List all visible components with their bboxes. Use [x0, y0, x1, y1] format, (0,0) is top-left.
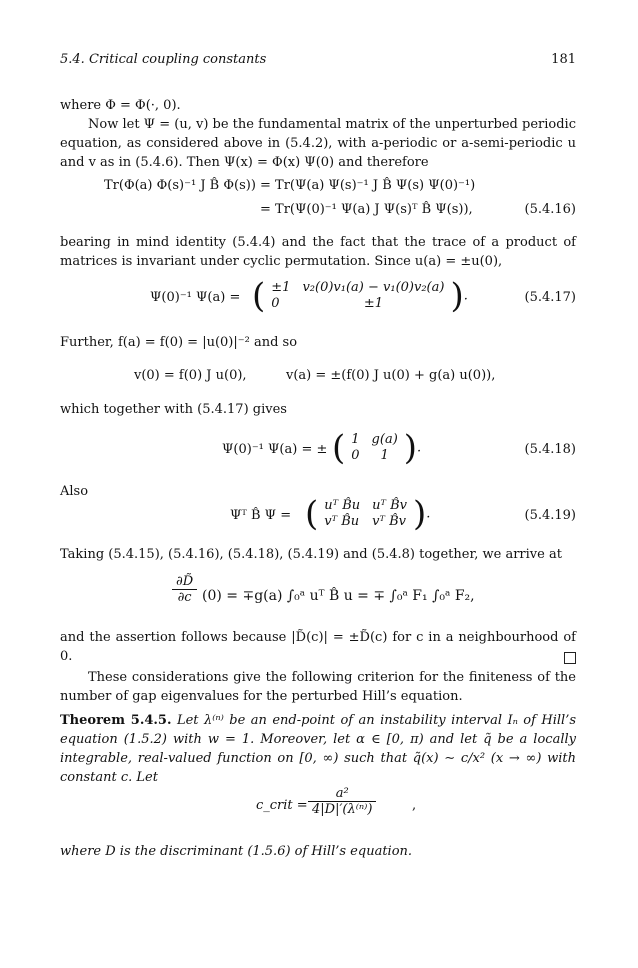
eq19-m11: uᵀ B̂u — [324, 498, 361, 513]
paragraph-cyclic: bearing in mind identity (5.4.4) and the fact that the trace of a product of matrices is invariant under cyclic permutation. Since u(a) = ±u(0), — [60, 235, 576, 269]
eq17-tail: . — [463, 288, 468, 304]
eq17-number: (5.4.17) — [524, 290, 576, 305]
eq17-m11: ±1 — [271, 280, 291, 295]
eq19-number: (5.4.19) — [524, 508, 576, 523]
eq18-m11: 1 — [351, 432, 360, 447]
eq18-m22: 1 — [380, 448, 389, 463]
eq-v-left: v(0) = f(0) J u(0), — [134, 368, 247, 383]
section-title: 5.4. Critical coupling constants — [60, 52, 267, 67]
ccrit-fraction — [308, 786, 376, 817]
eq16-line1: Tr(Φ(a) Φ(s)⁻¹ J B̂ Φ(s)) = Tr(Ψ(a) Ψ(s)⁻¹ J B̂ Ψ(s) Ψ(0)⁻¹) — [104, 178, 476, 193]
eq18-number: (5.4.18) — [524, 442, 576, 457]
deriv-den: ∂c — [177, 590, 192, 605]
page — [60, 0, 576, 968]
eq19-tail: . — [426, 506, 431, 522]
qed-square-icon — [564, 652, 576, 664]
eq18-lhs: Ψ(0)⁻¹ Ψ(a) = ± — [222, 442, 328, 457]
ccrit-tail: , — [412, 798, 417, 813]
eq19-m21: vᵀ B̂u — [324, 514, 360, 529]
equation-5-4-19 — [60, 494, 576, 540]
eq19-m12: uᵀ B̂v — [372, 498, 408, 513]
theorem-5-4-5 — [60, 711, 576, 787]
eq17-m12: v₂(0)v₁(a) − v₁(0)v₂(a) — [302, 280, 445, 295]
eq-v-right: v(a) = ±(f(0) J u(0) + g(a) u(0)), — [286, 368, 496, 383]
deriv-num: ∂D̃ — [172, 574, 197, 590]
ccrit-num: a² — [308, 786, 376, 802]
eq16-line2: = Tr(Ψ(0)⁻¹ Ψ(a) J Ψ(s)ᵀ B̂ Ψ(s)), — [260, 202, 473, 217]
equation-v — [60, 368, 576, 390]
equation-5-4-18 — [60, 428, 576, 474]
ccrit-lhs: c_crit = — [256, 798, 308, 813]
deriv-fraction — [172, 574, 197, 605]
eq16-number: (5.4.16) — [524, 202, 576, 217]
equation-5-4-16 — [60, 178, 576, 222]
eq17-lhs: Ψ(0)⁻¹ Ψ(a) = — [150, 290, 241, 305]
paragraph-which-together: which together with (5.4.17) gives — [60, 402, 287, 417]
paragraph-discriminant: where D is the discriminant (1.5.6) of Hill’s equation. — [60, 844, 413, 859]
deriv-rest: (0) = ∓g(a) ∫₀ᵃ uᵀ B̂ u = ∓ ∫₀ᵃ F₁ ∫₀ᵃ F₂, — [202, 588, 475, 604]
theorem-body: Let λ⁽ⁿ⁾ be an end-point of an instability interval Iₙ of Hill’s equation (1.5.2) with w = 1. Moreover, let α ∈ [0, π) and let q̃ be a locally integrable, real-valued function on [0, ∞) such that q̃(x) ∼ c/x² (x → ∞) with constant c. Let — [60, 713, 576, 785]
eq19-m22: vᵀ B̂v — [372, 514, 406, 529]
paragraph-taking: Taking (5.4.15), (5.4.16), (5.4.18), (5.4.19) and (5.4.8) together, we arrive at — [60, 547, 562, 562]
theorem-title: Theorem 5.4.5. — [60, 713, 172, 728]
eq18-m12: g(a) — [371, 432, 398, 447]
eq18-m21: 0 — [351, 448, 360, 463]
paragraph-fundamental-matrix: Now let Ψ = (u, v) be the fundamental matrix of the unperturbed periodic equation, as considered above in (5.4.2), with a-periodic or a-semi-periodic u and v as in (5.4.6). Then Ψ(x) = Φ(x) Ψ(0) and therefore — [60, 117, 576, 170]
paragraph-further: Further, f(a) = f(0) = |u(0)|⁻² and so — [60, 335, 298, 350]
eq19-lhs: Ψᵀ B̂ Ψ = — [230, 508, 292, 523]
eq18-matrix: ( 1 g(a) 0 1 ). — [332, 428, 422, 468]
eq17-m22: ±1 — [363, 296, 384, 311]
paragraph-assertion: and the assertion follows because |D̃(c)| = ±D̃(c) for c in a neighbourhood of 0. — [60, 630, 576, 664]
label-also: Also — [60, 484, 89, 499]
equation-derivative — [60, 572, 576, 628]
eq19-matrix: ( uᵀ B̂u uᵀ B̂v vᵀ B̂u vᵀ B̂v ). — [305, 494, 431, 534]
paragraph-where: where Φ = Φ(·, 0). — [60, 98, 181, 113]
equation-c-crit — [60, 784, 576, 830]
eq17-m21: 0 — [271, 296, 280, 311]
eq18-tail: . — [417, 440, 422, 456]
paragraph-considerations: These considerations give the following criterion for the finiteness of the number of gap eigenvalues for the perturbed Hill’s equation. — [60, 670, 576, 704]
page-number: 181 — [551, 52, 576, 67]
equation-5-4-17 — [60, 276, 576, 322]
eq17-matrix: ( ±1 v₂(0)v₁(a) − v₁(0)v₂(a) 0 ±1 ). — [252, 276, 468, 316]
ccrit-den: 4|D|′(λ⁽ⁿ⁾) — [312, 802, 373, 817]
